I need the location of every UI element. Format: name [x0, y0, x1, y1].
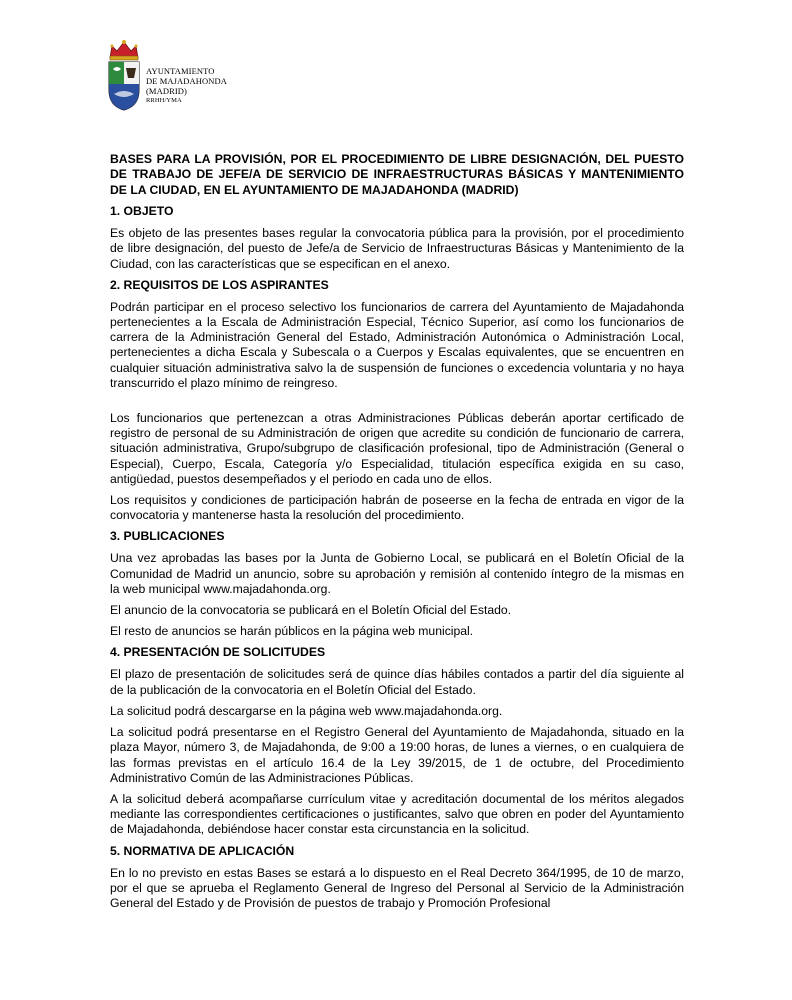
paragraph: El plazo de presentación de solicitudes será de quince días hábiles contados a partir del día siguiente al de la publicación de la convocatoria en el Boletín Oficial del Estado. — [110, 667, 684, 697]
paragraph: El resto de anuncios se harán públicos en la página web municipal. — [110, 624, 474, 639]
paragraph: A la solicitud deberá acompañarse currículum vitae y acreditación documental de los méritos alegados mediante las correspondientes certificaciones o justificantes, salvo que obren en poder del Ayuntamiento de Majadahonda, debiéndose hacer constar esta circunstancia en la solicitud. — [110, 791, 684, 837]
document-title: BASES PARA LA PROVISIÓN, POR EL PROCEDIMIENTO DE LIBRE DESIGNACIÓN, DEL PUESTO DE TRABAJO DE JEFE/A DE SERVICIO DE INFRAESTRUCTURAS BÁSICAS Y MANTENIMIENTO DE LA CIUDAD, EN EL AYUNTAMIENTO DE MAJADAHONDA (MADRID) — [110, 152, 684, 197]
org-line-1: AYUNTAMIENTO — [146, 66, 215, 76]
paragraph: La solicitud podrá descargarse en la página web www.majadahonda.org. — [110, 703, 503, 718]
paragraph: Una vez aprobadas las bases por la Junta de Gobierno Local, se publicará en el Boletín Oficial de la Comunidad de Madrid un anuncio, sobre su aprobación y remisión al contenido íntegro de la mismas en la web municipal www.majadahonda.org. — [110, 551, 684, 596]
org-line-2: DE MAJADAHONDA — [146, 76, 227, 86]
section-heading-requisitos: 2. REQUISITOS DE LOS ASPIRANTES — [110, 277, 329, 292]
reference-code: RRHH/YMA — [146, 97, 182, 104]
paragraph: Los requisitos y condiciones de participación habrán de poseerse en la fecha de entrada en vigor de la convocatoria y mantenerse hasta la resolución del procedimiento. — [110, 493, 684, 523]
organization-name — [146, 66, 227, 105]
paragraph: La solicitud podrá presentarse en el Registro General del Ayuntamiento de Majadahonda, situado en la plaza Mayor, número 3, de Majadahonda, de 9:00 a 19:00 horas, de lunes a viernes, o en cualquiera de las formas previstas en el artículo 16.4 de la Ley 39/2015, de 1 de octubre, del Procedimiento Administrativo Común de las Administraciones Públicas. — [110, 725, 684, 785]
section-heading-objeto: 1. OBJETO — [110, 204, 174, 219]
section-heading-normativa: 5. NORMATIVA DE APLICACIÓN — [110, 843, 295, 858]
document-body — [110, 152, 684, 911]
section-heading-publicaciones: 3. PUBLICACIONES — [110, 529, 225, 544]
paragraph: Es objeto de las presentes bases regular la convocatoria pública para la provisión, por el procedimiento de libre designación, del puesto de Jefe/a de Servicio de Infraestructuras Básicas y Mantenimiento de la Ciudad, con las características que se especifican en el anexo. — [110, 226, 684, 271]
majadahonda-coat-of-arms-icon — [106, 38, 142, 112]
org-line-3: (MADRID) — [146, 86, 187, 96]
paragraph: Podrán participar en el proceso selectivo los funcionarios de carrera del Ayuntamiento de Majadahonda pertenecientes a la Escala de Administración Especial, Técnico Superior, así como los funcionarios de carrera de la Administración General del Estado, Administración Autonómica o Administración Local, pertenecientes a dicha Escala y Subescala o a Cuerpos y Escalas equivalentes, que se encuentren en cualquier situación administrativa salvo la de suspensión de funciones o excedencia voluntaria y no haya transcurrido el plazo mínimo de reingreso. — [110, 299, 684, 390]
paragraph: En lo no previsto en estas Bases se estará a lo dispuesto en el Real Decreto 364/1995, de 10 de marzo, por el que se aprueba el Reglamento General de Ingreso del Personal al Servicio de la Administración General del Estado y de Provisión de puestos de trabajo y Promoción Profesional — [110, 865, 684, 910]
paragraph: El anuncio de la convocatoria se publicará en el Boletín Oficial del Estado. — [110, 603, 512, 618]
letterhead — [106, 38, 266, 114]
paragraph: Los funcionarios que pertenezcan a otras Administraciones Públicas deberán aportar certificado de registro de personal de su Administración de origen que acredite su condición de funcionario de carrera, situación administrativa, Grupo/subgrupo de clasificación profesional, tipo de Administración (General o Especial), Cuerpo, Escala, Categoría y/o Especialidad, titulación específica exigida en su caso, antigüedad, puestos desempeñados y el periodo en cada uno de ellos. — [110, 411, 684, 486]
section-heading-solicitudes: 4. PRESENTACIÓN DE SOLICITUDES — [110, 645, 326, 660]
